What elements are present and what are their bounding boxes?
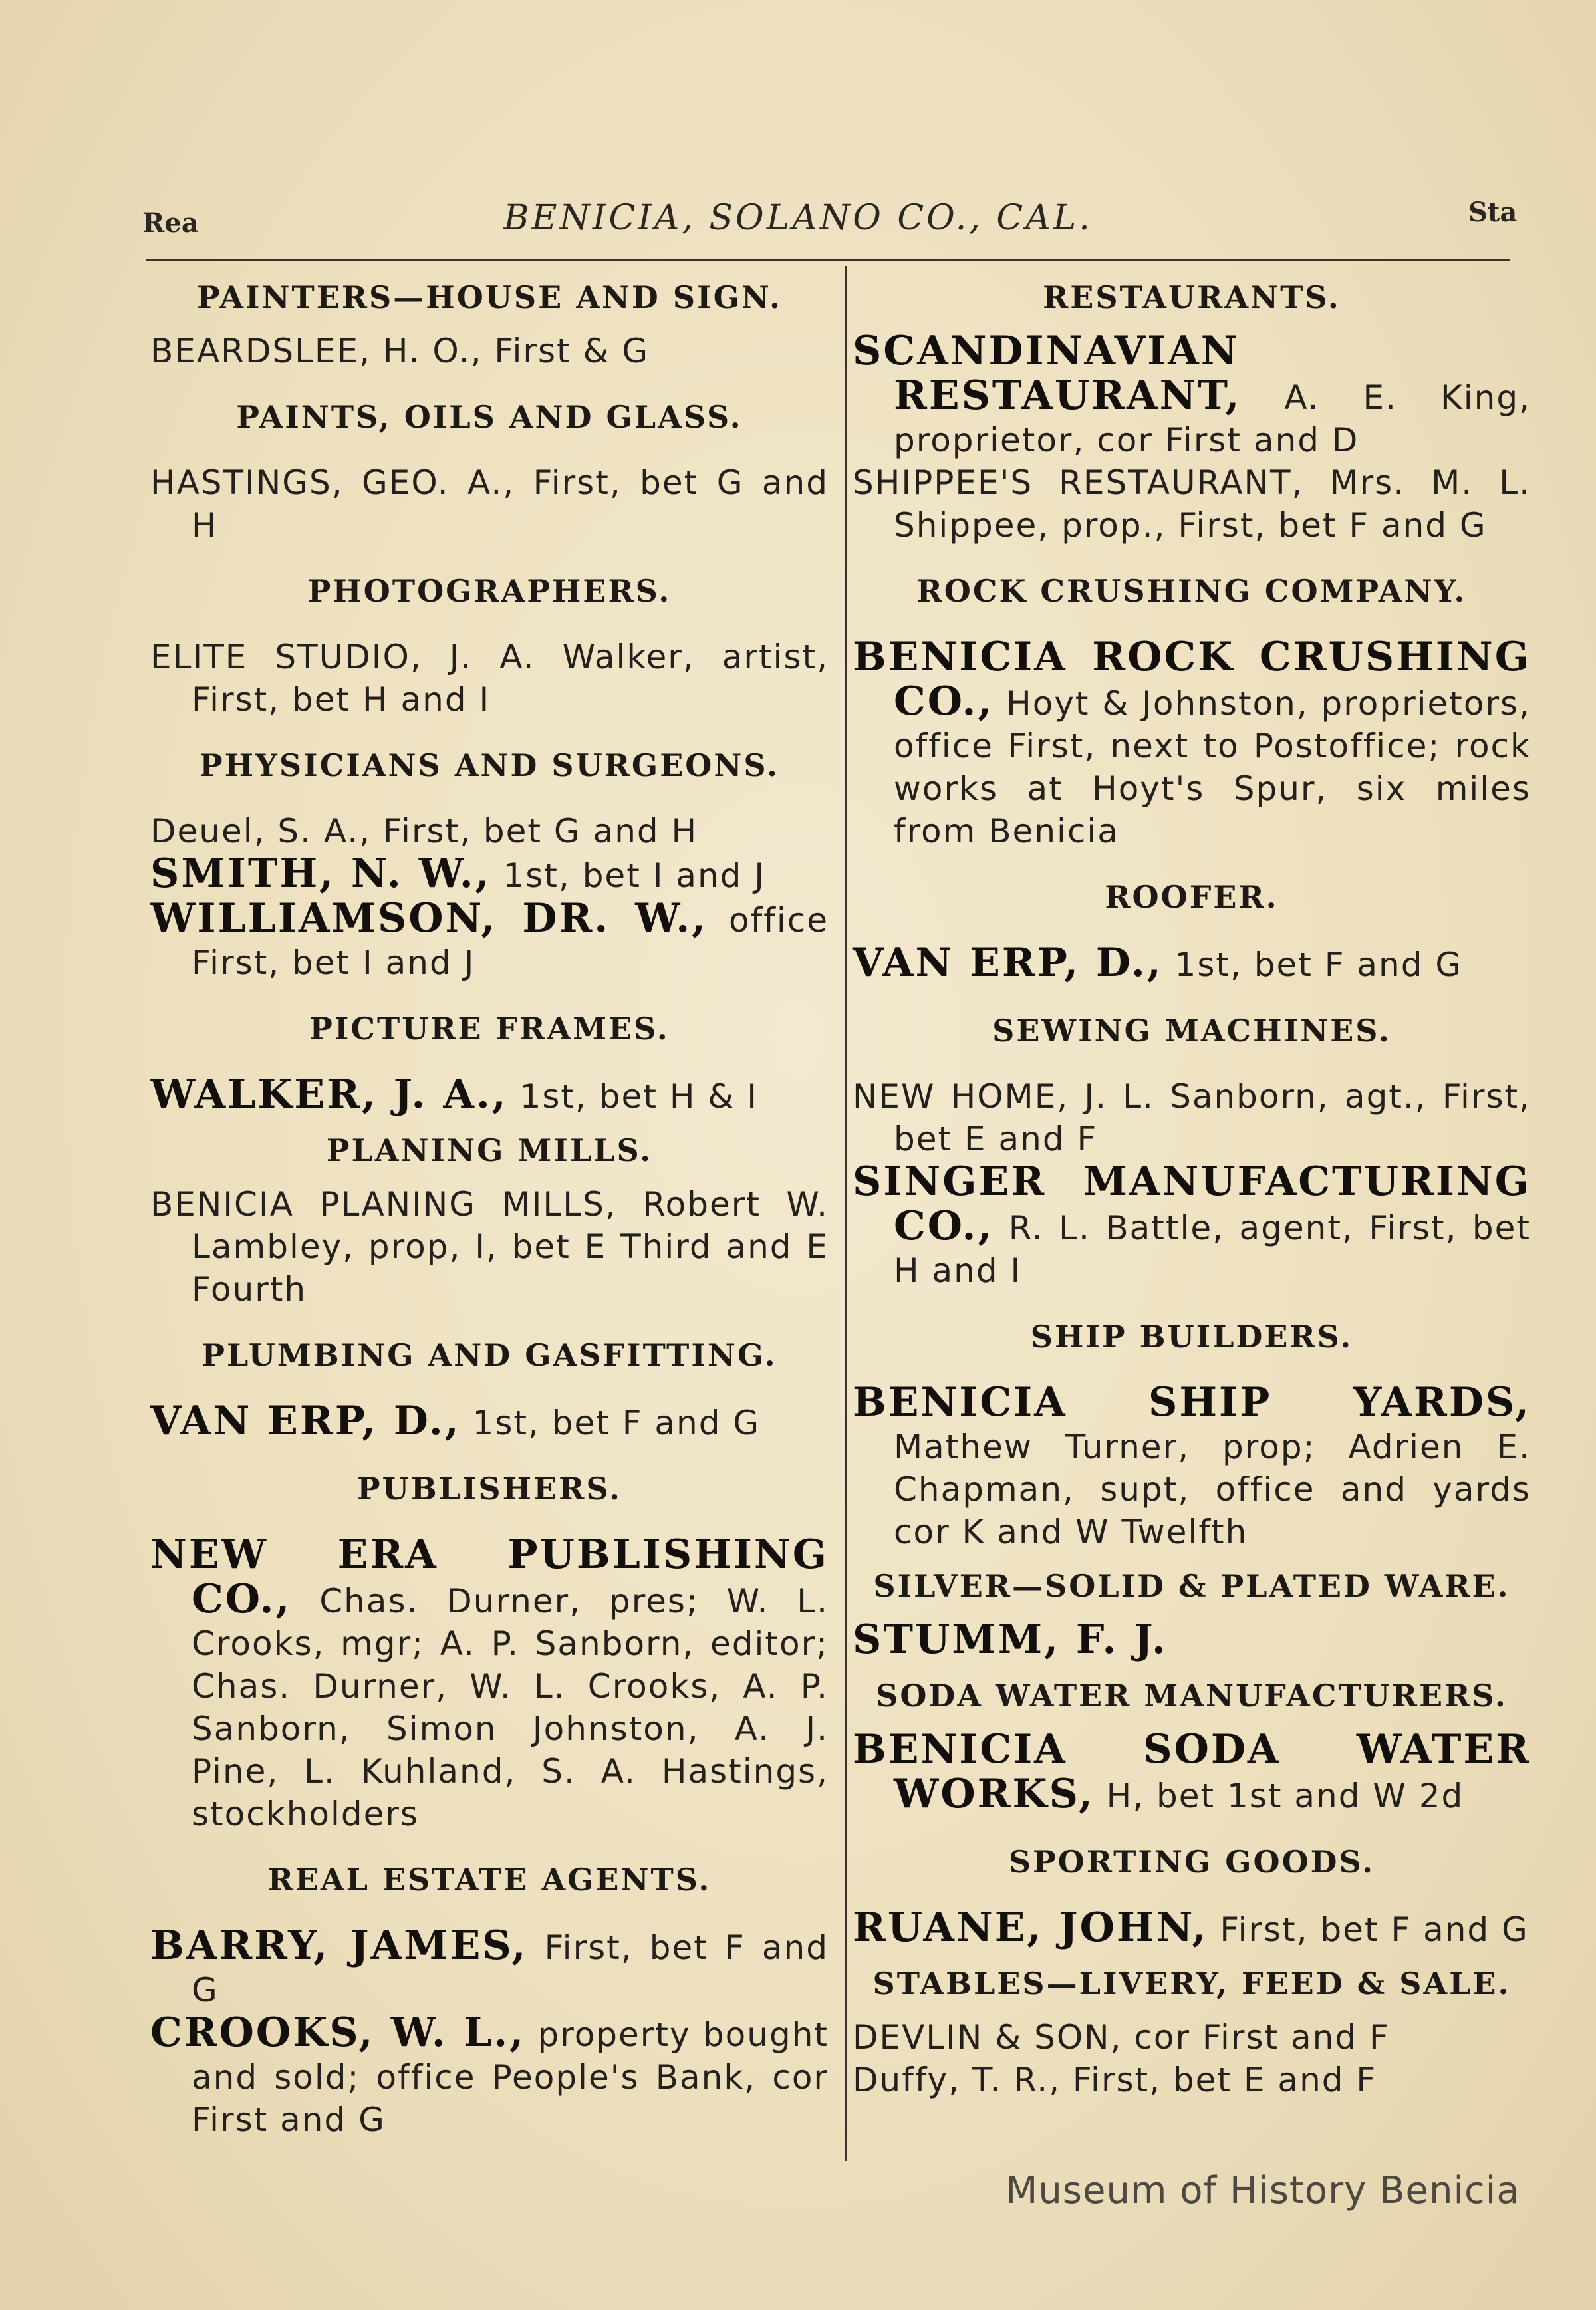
category-heading: ROOFER. <box>1105 879 1279 915</box>
category-heading: REAL ESTATE AGENTS. <box>267 1862 712 1898</box>
listing-entry: STUMM, F. J. <box>853 1616 1168 1663</box>
listing-entry: VAN ERP, D., 1st, bet F and G <box>853 940 1463 986</box>
category-heading: PICTURE FRAMES. <box>309 1011 670 1047</box>
listing-entry: BENICIA ROCK CRUSHING CO., Hoyt & Johnston, proprietors, office First, next to Postoffice; rock works at Hoyt's Spur, six miles from Benicia <box>853 634 1531 850</box>
header-right-guide: Sta <box>1468 197 1518 228</box>
listing-entry: Duffy, T. R., First, bet E and F <box>853 2061 1377 2099</box>
header-rule <box>146 259 1510 261</box>
category-heading: SPORTING GOODS. <box>1008 1844 1375 1880</box>
listing-entry: BENICIA SODA WATER WORKS, H, bet 1st and W 2d <box>853 1726 1531 1817</box>
column-divider <box>845 266 847 2161</box>
listing-entry: SCANDINAVIAN RESTAURANT, A. E. King, proprietor, cor First and D <box>853 328 1531 459</box>
category-heading: SODA WATER MANUFACTURERS. <box>876 1678 1508 1714</box>
listing-entry: BEARDSLEE, H. O., First & G <box>150 332 650 370</box>
category-heading: PAINTS, OILS AND GLASS. <box>236 399 743 435</box>
left-column <box>150 279 829 2141</box>
listing-entry: CROOKS, W. L., property bought and sold; office People's Bank, cor First and G <box>150 2009 829 2139</box>
listing-entry: ELITE STUDIO, J. A. Walker, artist, First, bet H and I <box>150 638 829 719</box>
right-column <box>853 279 1531 2101</box>
category-heading: SEWING MACHINES. <box>992 1013 1391 1049</box>
listing-entry: BENICIA PLANING MILLS, Robert W. Lambley, prop, I, bet E Third and E Fourth <box>150 1185 829 1309</box>
category-heading: STABLES—LIVERY, FEED & SALE. <box>872 1966 1511 2001</box>
category-heading: SILVER—SOLID & PLATED WARE. <box>873 1568 1510 1604</box>
listing-entry: BARRY, JAMES, First, bet F and G <box>150 1922 829 2009</box>
listing-entry: NEW HOME, J. L. Sanborn, agt., First, bet E and F <box>853 1077 1531 1158</box>
listing-entry: SHIPPEE'S RESTAURANT, Mrs. M. L. Shippee, prop., First, bet F and G <box>853 463 1531 545</box>
category-heading: PHYSICIANS AND SURGEONS. <box>200 747 779 783</box>
listing-entry: VAN ERP, D., 1st, bet F and G <box>150 1398 761 1444</box>
listing-entry: Deuel, S. A., First, bet G and H <box>150 812 698 850</box>
category-heading: SHIP BUILDERS. <box>1030 1319 1353 1354</box>
category-heading: ROCK CRUSHING COMPANY. <box>916 573 1467 609</box>
listing-entry: RUANE, JOHN, First, bet F and G <box>853 1904 1529 1951</box>
header-left-guide: Rea <box>142 207 199 239</box>
category-heading: PHOTOGRAPHERS. <box>307 573 672 609</box>
listing-entry: BENICIA SHIP YARDS, Mathew Turner, prop; Adrien E. Chapman, supt, office and yards cor K and W Twelfth <box>853 1379 1531 1551</box>
listing-entry: SINGER MANUFACTURING CO., R. L. Battle, agent, First, bet H and I <box>853 1158 1531 1290</box>
category-heading: PAINTERS—HOUSE AND SIGN. <box>197 279 782 315</box>
category-heading: PLUMBING AND GASFITTING. <box>201 1337 777 1373</box>
category-heading: RESTAURANTS. <box>1043 279 1341 315</box>
listing-entry: DEVLIN & SON, cor First and F <box>853 2018 1390 2057</box>
museum-watermark: Museum of History Benicia <box>1005 2169 1520 2212</box>
listing-entry: HASTINGS, GEO. A., First, bet G and H <box>150 463 829 545</box>
category-heading: PUBLISHERS. <box>356 1471 622 1507</box>
category-heading: PLANING MILLS. <box>326 1132 653 1168</box>
listing-entry: WILLIAMSON, DR. W., office First, bet I and J <box>150 895 829 982</box>
listing-entry: SMITH, N. W., 1st, bet I and J <box>150 850 766 897</box>
listing-entry: NEW ERA PUBLISHING CO., Chas. Durner, pres; W. L. Crooks, mgr; A. P. Sanborn, editor; Chas. Durner, W. L. Crooks, A. P. Sanborn, Simon Johnston, A. J. Pine, L. Kuhland, S. A. Hastings, stockholders <box>150 1531 829 1833</box>
listing-entry: WALKER, J. A., 1st, bet H & I <box>150 1071 758 1118</box>
page-title: BENICIA, SOLANO CO., CAL. <box>503 198 1093 238</box>
